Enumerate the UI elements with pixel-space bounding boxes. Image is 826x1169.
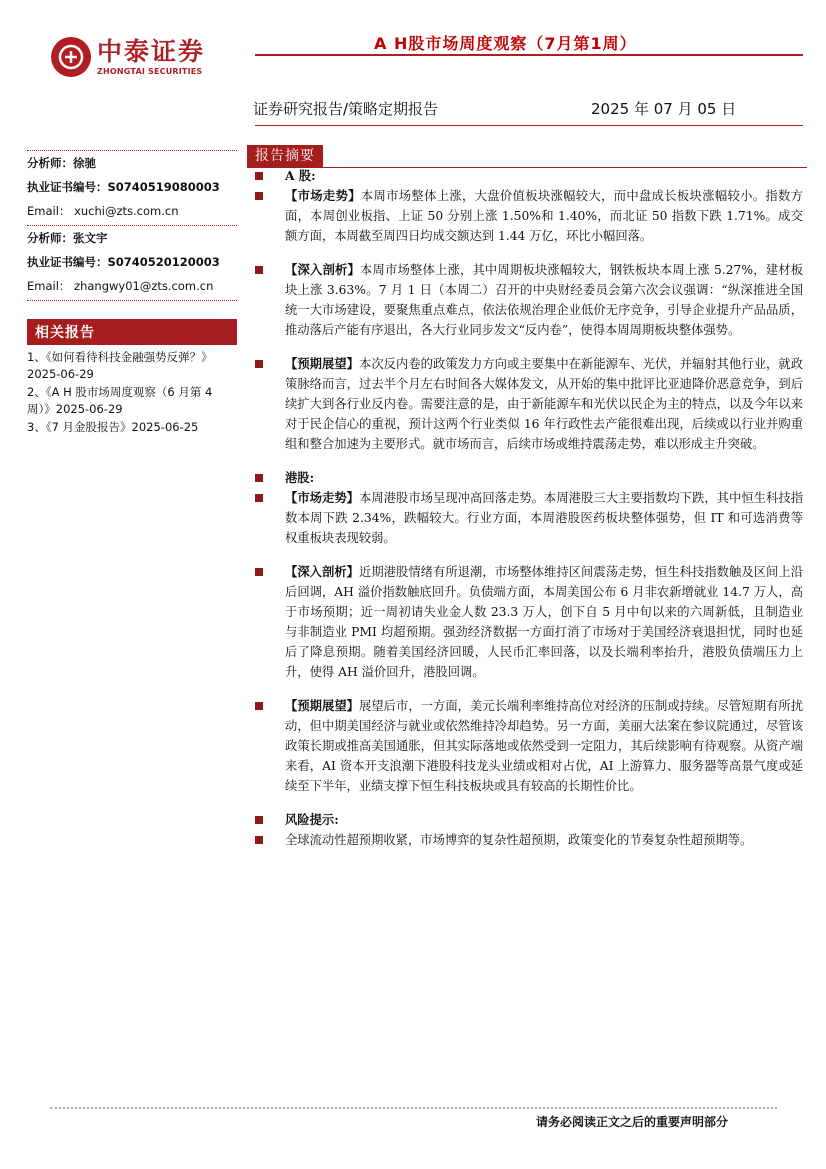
a-market-paragraph: 【市场走势】本周市场整体上涨，大盘价值板块涨幅较大，而中盘成长板块涨幅较小。指数方面，本周创业板指、上证 50 分别上涨 1.50%和 1.40%，而北证 50 指数下跌 1.71%。成交额方面，本周截至周四日均成交额达到 1.44 万亿，环比小幅回落。 (255, 186, 803, 246)
a-outlook-paragraph: 【预期展望】本次反内卷的政策发力方向或主要集中在新能源车、光伏，并辐射其他行业，就政策脉络而言，过去半个月左右时间各大媒体发文，从开始的集中批评比亚迪降价恶意竞争，到后续扩大到各行业反内卷。需要注意的是，由于新能源车和光伏以民企为主的特点，以及今年以来对于民企信心的重视，预计这两个行业类似 16 年行政性去产能很难出现，后续或以行业并购重组和整合加速为主要形式。就市场而言，后续市场或维持震荡走势，难以形成主升突破。 (255, 354, 803, 454)
related-report-link[interactable]: 3、《7 月金股报告》2025-06-25 (27, 420, 199, 434)
subheader-divider (255, 125, 803, 126)
a-deep-paragraph: 【深入剖析】本周市场整体上涨，其中周期板块涨幅较大，钢铁板块本周上涨 5.27%，建材板块上涨 3.63%。7 月 1 日（本周二）召开的中央财经委员会第六次会议强调：“纵深推进全国统一大市场建设，要聚焦重点难点，依法依规治理企业低价无序竞争，引导企业提升产品品质，推动落后产能有序退出，各大行业同步发文“反内卷”，使得本周周期板块整体强势。 (255, 260, 803, 340)
analyst-email[interactable]: Email： zhangwy01@zts.com.cn (27, 276, 237, 301)
footer-disclaimer: 请务必阅读正文之后的重要声明部分 (536, 1115, 729, 1129)
logo-icon (51, 37, 91, 77)
analyst-name: 分析师：张文宇 (27, 231, 108, 245)
hk-outlook-paragraph: 【预期展望】展望后市，一方面，美元长端利率维持高位对经济的压制或持续。尽管短期有所扰动，但中期美国经济与就业或依然维持冷却趋势。另一方面，美丽大法案在参议院通过，尽管该政策长期或推高美国通胀，但其实际落地或依然受到一定阻力，其后续影响有待观察。从资产端来看，AI 资本开支浪潮下港股科技龙头业绩或相对占优，AI 上游算力、服务器等高景气度或延续至下半年，业绩支撑下恒生科技板块或具有较高的长期性价比。 (255, 696, 803, 796)
analyst-name: 分析师：徐驰 (27, 156, 96, 170)
report-type: 证券研究报告/策略定期报告 (253, 100, 439, 118)
header-divider (255, 54, 803, 56)
report-title: A H股市场周度观察（7月第1周） (374, 34, 637, 53)
logo-text: 中泰证券 (97, 37, 206, 66)
analyst-cert: 执业证书编号：S0740520120003 (27, 255, 220, 269)
risk-paragraph: 全球流动性超预期收紧，市场博弈的复杂性超预期，政策变化的节奏复杂性超预期等。 (255, 830, 803, 850)
risk-heading: 风险提示: (255, 810, 803, 830)
related-reports-heading: 相关报告 (27, 319, 237, 345)
hk-heading: 港股: (255, 468, 803, 488)
analyst-cert: 执业证书编号：S0740519080003 (27, 180, 220, 194)
summary-body (255, 166, 803, 850)
related-report-link[interactable]: 2、《A H 股市场周度观察（6 月第 4 周）》2025-06-29 (27, 385, 213, 416)
footer-divider (50, 1107, 777, 1109)
related-report-link[interactable]: 1、《如何看待科技金融强势反弹？》2025-06-29 (27, 350, 213, 381)
analyst-email[interactable]: Email： xuchi@zts.com.cn (27, 201, 237, 226)
report-date: 2025 年 07 月 05 日 (591, 100, 737, 118)
logo-subtext: ZHONGTAI SECURITIES (97, 67, 203, 76)
hk-deep-paragraph: 【深入剖析】近期港股情绪有所退潮，市场整体维持区间震荡走势，恒生科技指数触及区间上沿后回调，AH 溢价指数触底回升。负债端方面，本周美国公布 6 月非农新增就业 14.7 万人，高于市场预期；近一周初请失业金人数 23.3 万人，创下自 5 月中旬以来的六周新低，且制造业与非制造业 PMI 均超预期。强劲经济数据一方面打消了市场对于美国经济衰退担忧，同时也延后了降息预期。随着美国经济回暖，人民币汇率回落，以及长端利率抬升，港股负债端压力上升，使得 AH 溢价回升，港股回调。 (255, 562, 803, 682)
a-share-heading: A 股: (255, 166, 803, 186)
left-column (27, 150, 237, 436)
summary-heading: 报告摘要 (247, 145, 807, 168)
hk-market-paragraph: 【市场走势】本周港股市场呈现冲高回落走势。本周港股三大主要指数均下跌，其中恒生科技指数本周下跌 2.34%，跌幅较大。行业方面，本周港股医药板块整体强势，但 IT 和可选消费等权重板块表现较弱。 (255, 488, 803, 548)
